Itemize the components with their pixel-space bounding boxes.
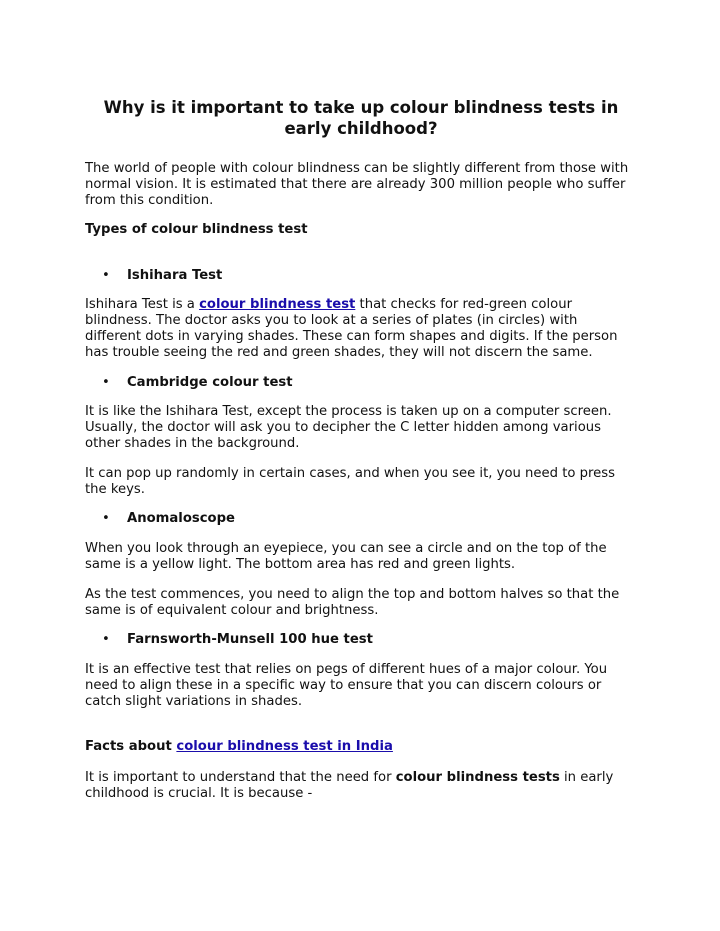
cambridge-paragraph-1: It is like the Ishihara Test, except the process is taken up on a computer screen. Usually, the doctor will ask you to decipher the C letter hidden among various other shades in the background.: [85, 404, 612, 451]
anomaloscope-paragraph-2: As the test commences, you need to align the top and bottom halves so that the same is of equivalent colour and brightness.: [85, 587, 620, 618]
ishihara-text-after-link: that checks for red-green colour blindness. The doctor asks you to look at a series of plates (in circles) with different dots in varying shades. These can form shapes and digits. If the person has trouble seeing the red and green shades, they will not discern the same.: [85, 297, 618, 360]
cambridge-paragraph-2: It can pop up randomly in certain cases, and when you see it, you need to press the keys.: [85, 466, 615, 497]
bullet-label-cambridge: Cambridge colour test: [127, 375, 293, 390]
bullet-dot: •: [102, 268, 110, 283]
farnsworth-paragraph: It is an effective test that relies on pegs of different hues of a major colour. You need to align these in a specific way to ensure that you can discern colours or catch slight variations in shades.: [85, 662, 608, 709]
types-heading: Types of colour blindness test: [85, 222, 308, 237]
facts-bold-text: colour blindness tests: [395, 770, 560, 785]
ishihara-paragraph: [85, 297, 637, 361]
facts-paragraph: [85, 770, 637, 802]
bullet-dot: •: [102, 511, 110, 526]
bullet-label-farnsworth: Farnsworth-Munsell 100 hue test: [127, 632, 373, 647]
facts-heading: [85, 739, 393, 755]
bullet-dot: •: [102, 375, 110, 390]
bullet-label-ishihara: Ishihara Test: [127, 268, 223, 283]
bullet-label-anomaloscope: Anomaloscope: [127, 511, 235, 526]
facts-text-after-bold: in early childhood is crucial. It is because -: [85, 770, 614, 801]
bullet-dot: •: [102, 632, 110, 647]
colour-blindness-test-link[interactable]: colour blindness test: [199, 297, 356, 312]
ishihara-text-before-link: Ishihara Test is a: [85, 297, 200, 312]
facts-heading-prefix: Facts about: [85, 739, 177, 754]
colour-blindness-test-india-link[interactable]: colour blindness test in India: [176, 739, 393, 754]
facts-text-before-bold: It is important to understand that the need for: [85, 770, 396, 785]
anomaloscope-paragraph-1: When you look through an eyepiece, you can see a circle and on the top of the same is a yellow light. The bottom area has red and green lights.: [85, 541, 607, 572]
intro-paragraph: The world of people with colour blindness can be slightly different from those with normal vision. It is estimated that there are already 300 million people who suffer from this condition.: [85, 161, 629, 208]
page-title: Why is it important to take up colour blindness tests in early childhood?: [103, 98, 619, 139]
